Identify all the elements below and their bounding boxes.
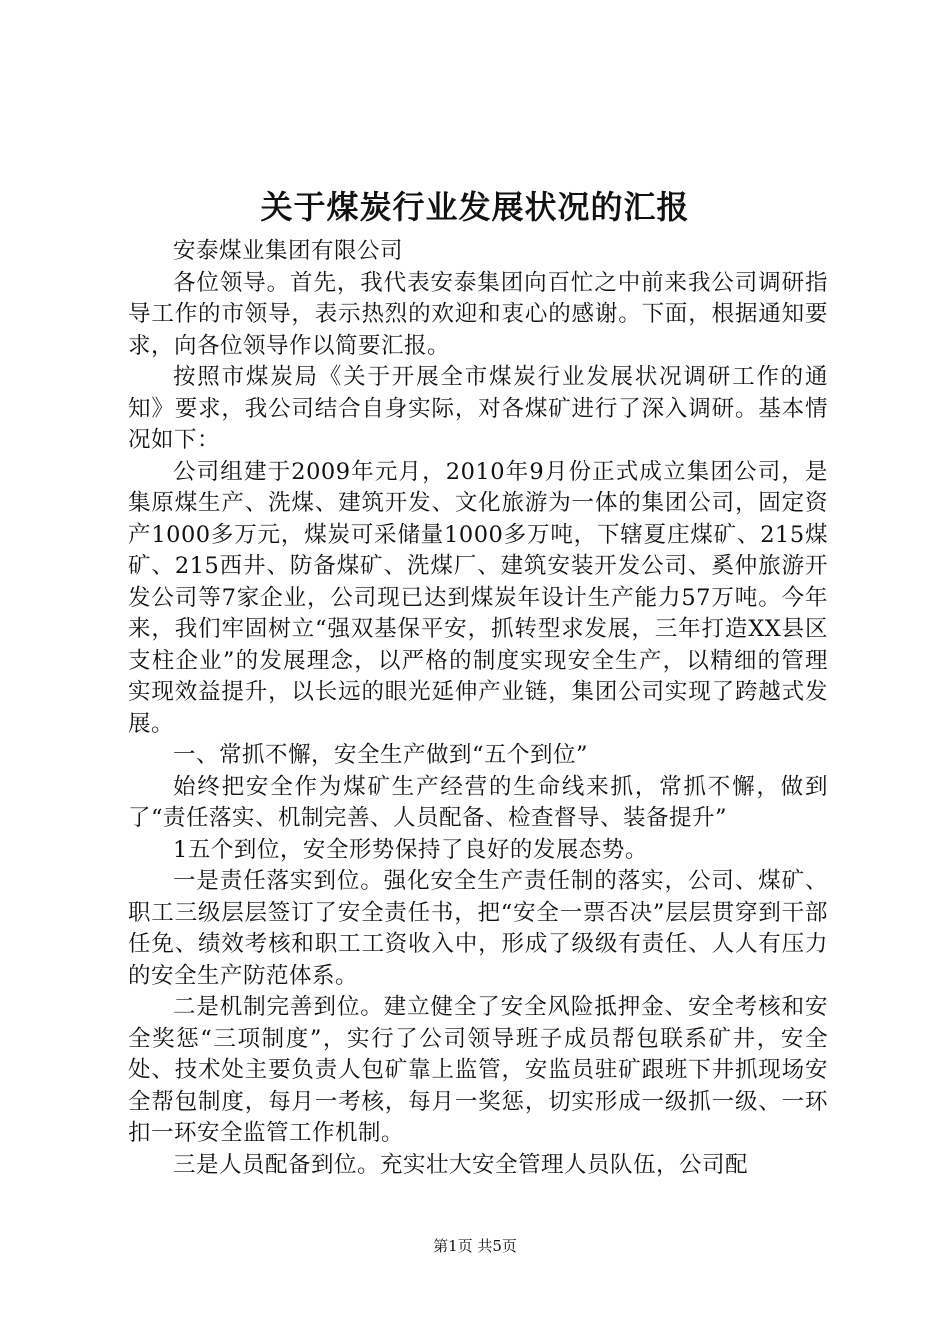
document-body xyxy=(128,236,828,1181)
paragraph-safety-intro: 始终把安全作为煤矿生产经营的生命线来抓，常抓不懈，做到了“责任落实、机制完善、人员配备、检查督导、装备提升” xyxy=(128,773,828,831)
page-footer: 第1页 共5页 xyxy=(433,1237,517,1255)
paragraph-company: 安泰煤业集团有限公司 xyxy=(173,238,404,264)
paragraph-responsibility: 一是责任落实到位。强化安全生产责任制的落实，公司、煤矿、职工三级层层签订了安全责任书，把“安全一票否决”层层贯穿到干部任免、绩效考核和职工工资收入中，形成了级级有责任、人人有压力的安全生产防范体系。 xyxy=(128,868,828,989)
section-heading-safety: 一、常抓不懈，安全生产做到“五个到位” xyxy=(173,742,589,768)
paragraph-notice: 按照市煤炭局《关于开展全市煤炭行业发展状况调研工作的通知》要求，我公司结合自身实际，对各煤矿进行了深入调研。基本情况如下： xyxy=(128,364,828,453)
paragraph-five-in-place: 1五个到位，安全形势保持了良好的发展态势。 xyxy=(173,836,648,863)
paragraph-staffing: 三是人员配备到位。充实壮大安全管理人员队伍，公司配 xyxy=(173,1151,749,1178)
document-title: 关于煤炭行业发展状况的汇报 xyxy=(260,188,690,226)
paragraph-overview: 公司组建于2009年元月，2010年9月份正式成立集团公司，是集原煤生产、洗煤、建筑开发、文化旅游为一体的集团公司，固定资产1000多万元，煤炭可采储量1000多万吨，下辖夏庄煤矿、215煤矿、215西井、防备煤矿、洗煤厂、建筑安装开发公司、奚仲旅游开发公司等7家企业，公司现已达到煤炭年设计生产能力57万吨。今年来，我们牢固树立“强双基保平安，抓转型求发展，三年打造XX县区支柱企业”的发展理念，以严格的制度实现安全生产，以精细的管理实现效益提升，以长远的眼光延伸产业链，集团公司实现了跨越式发展。 xyxy=(128,458,828,737)
paragraph-mechanism: 二是机制完善到位。建立健全了安全风险抵押金、安全考核和安全奖惩“三项制度”，实行了公司领导班子成员帮包联系矿井，安全处、技术处主要负责人包矿靠上监管，安监员驻矿跟班下井抓现场安全帮包制度，每月一考核，每月一奖惩，切实形成一级抓一级、一环扣一环安全监管工作机制。 xyxy=(128,994,828,1146)
paragraph-greeting: 各位领导。首先，我代表安泰集团向百忙之中前来我公司调研指导工作的市领导，表示热烈的欢迎和衷心的感谢。下面，根据通知要求，向各位领导作以简要汇报。 xyxy=(128,269,828,359)
